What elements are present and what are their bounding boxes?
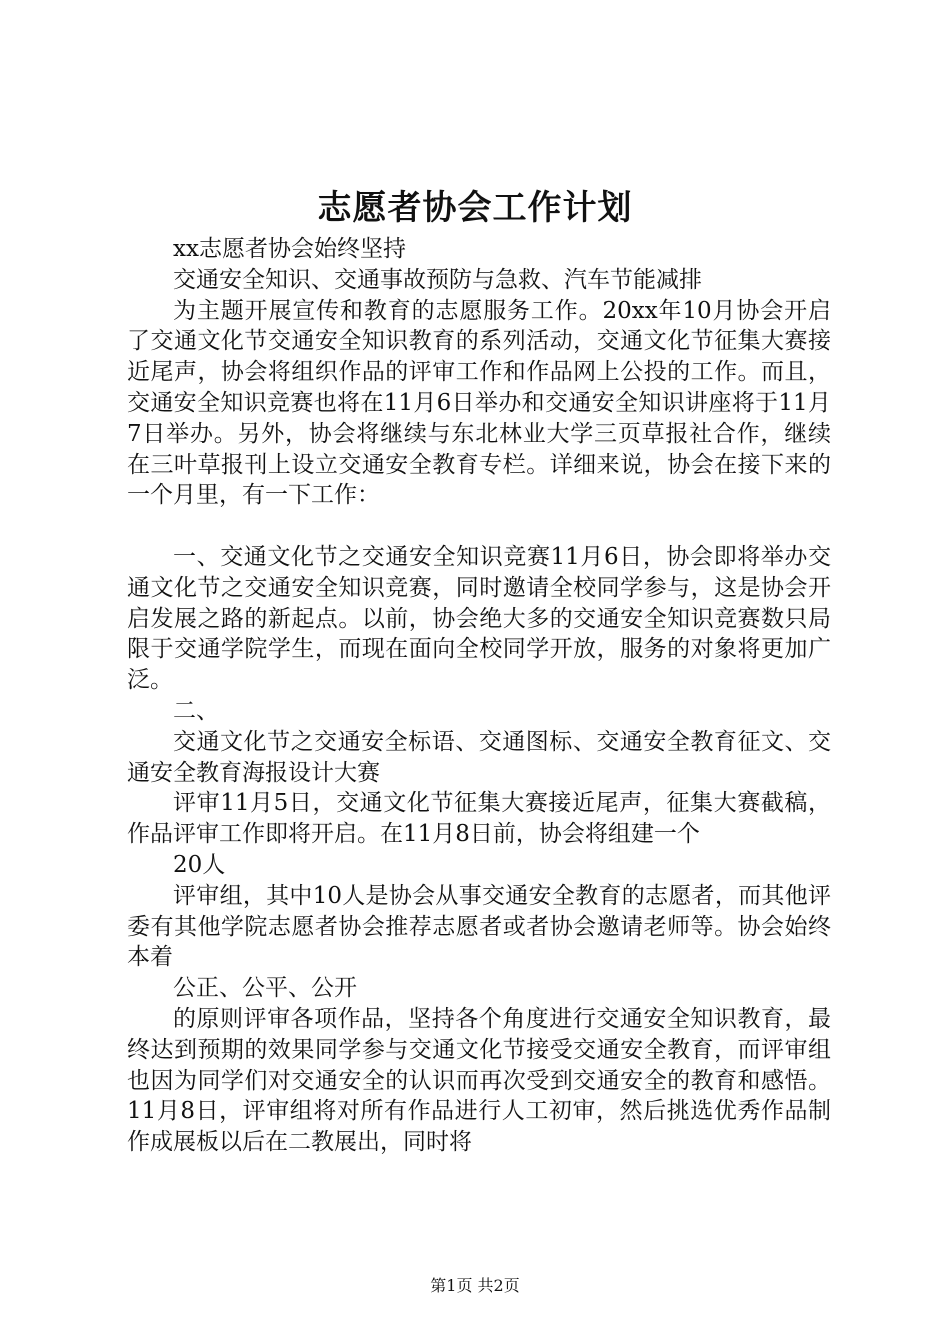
paragraph-spacer — [127, 511, 831, 542]
paragraph-8: 20人 — [173, 851, 226, 878]
document-body — [127, 234, 831, 1158]
paragraph-7: 评审11月5日，交通文化节征集大赛接近尾声，征集大赛截稿，作品评审工作即将开启。在11月8日前，协会将组建一个 — [127, 790, 831, 848]
paragraph-3: 为主题开展宣传和教育的志愿服务工作。20xx年10月协会开启了交通文化节交通安全知识教育的系列活动，交通文化节征集大赛接近尾声，协会将组织作品的评审工作和作品网上公投的工作。而且，交通安全知识竞赛也将在11月6日举办和交通安全知识讲座将于11月7日举办。另外，协会将继续与东北林业大学三页草报社合作，继续在三叶草报刊上设立交通安全教育专栏。详细来说，协会在接下来的一个月里，有一下工作： — [127, 297, 831, 509]
paragraph-9: 评审组，其中10人是协会从事交通安全教育的志愿者，而其他评委有其他学院志愿者协会推荐志愿者或者协会邀请老师等。协会始终本着 — [127, 882, 831, 971]
paragraph-1: xx志愿者协会始终坚持 — [173, 236, 406, 262]
paragraph-6: 交通文化节之交通安全标语、交通图标、交通安全教育征文、交通安全教育海报设计大赛 — [127, 728, 831, 786]
paragraph-5: 二、 — [173, 697, 219, 724]
page-footer: 第1页 共2页 — [430, 1276, 520, 1295]
paragraph-4: 一、交通文化节之交通安全知识竞赛11月6日，协会即将举办交通文化节之交通安全知识竞赛，同时邀请全校同学参与，这是协会开启发展之路的新起点。以前，协会绝大多的交通安全知识竞赛数只局限于交通学院学生，而现在面向全校同学开放，服务的对象将更加广泛。 — [127, 543, 831, 694]
document-title: 志愿者协会工作计划 — [317, 188, 633, 228]
paragraph-2: 交通安全知识、交通事故预防与急救、汽车节能减排 — [173, 266, 702, 293]
paragraph-11: 的原则评审各项作品，坚持各个角度进行交通安全知识教育，最终达到预期的效果同学参与交通文化节接受交通安全教育，而评审组也因为同学们对交通安全的认识而再次受到交通安全的教育和感悟。11月8日，评审组将对所有作品进行人工初审，然后挑选优秀作品制作成展板以后在二教展出，同时将 — [127, 1005, 831, 1156]
paragraph-10: 公正、公平、公开 — [173, 975, 357, 1002]
